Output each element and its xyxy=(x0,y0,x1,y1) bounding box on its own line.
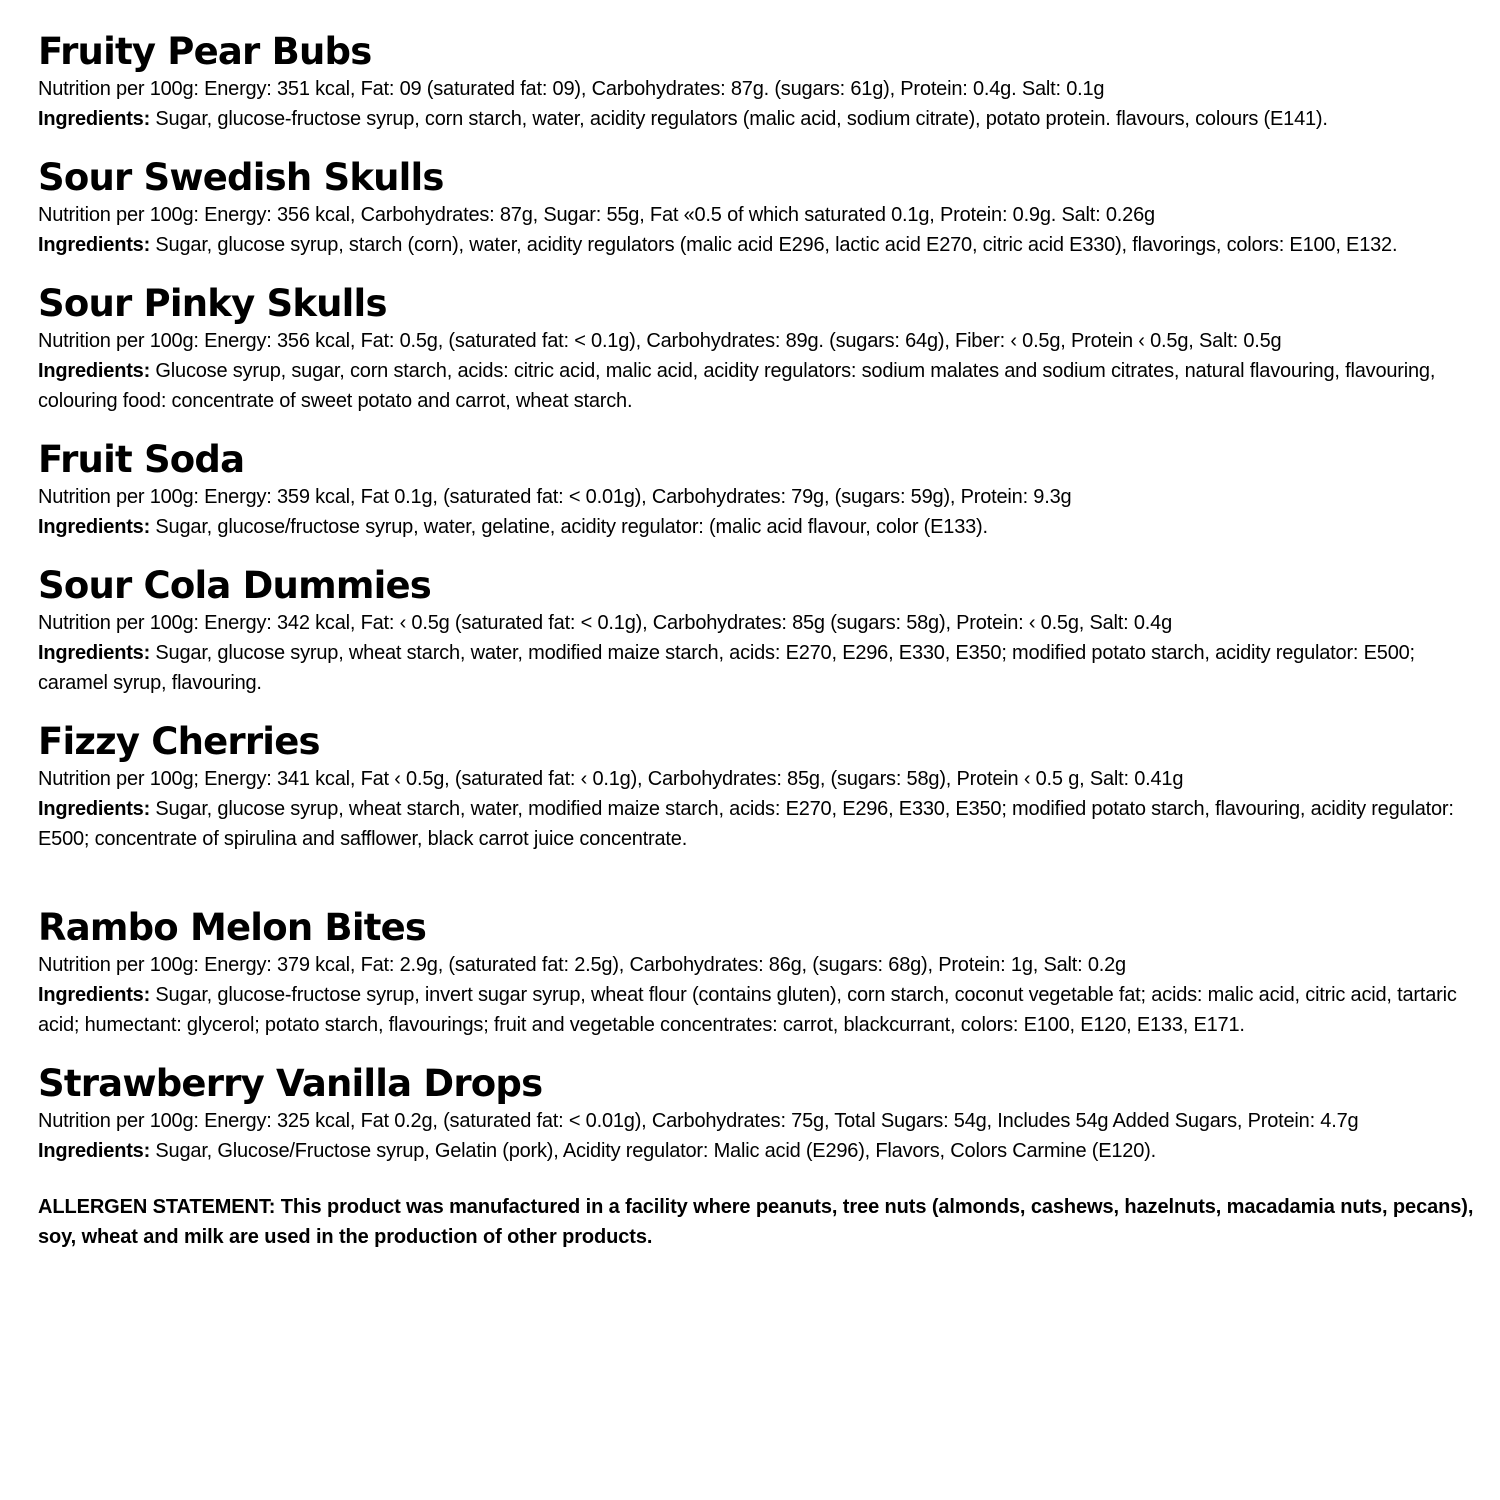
ingredients-text: Sugar, glucose-fructose syrup, invert sugar syrup, wheat flour (contains gluten), corn starch, coconut vegetable fat; acids: malic acid, citric acid, tartaric acid; humectant: glycerol; potato starch, flavourings; fruit and vegetable concentrates: carrot, blackcurrant, colors: E100, E120, E133, E171. xyxy=(38,984,1457,1036)
ingredients-label: Ingredients: xyxy=(38,798,151,820)
product-name: Strawberry Vanilla Drops xyxy=(38,1062,543,1105)
nutrition-info: Nutrition per 100g: Energy: 356 kcal, Carbohydrates: 87g, Sugar: 55g, Fat «0.5 of which saturated 0.1g, Protein: 0.9g. Salt: 0.26g xyxy=(38,204,1155,226)
ingredients-text: Sugar, glucose syrup, wheat starch, water, modified maize starch, acids: E270, E296, E330, E350; modified potato starch, acidity regulator: E500; caramel syrup, flavouring. xyxy=(38,642,1415,694)
ingredients-info xyxy=(38,104,1478,134)
nutrition-info: Nutrition per 100g: Energy: 325 kcal, Fat 0.2g, (saturated fat: < 0.01g), Carbohydrates: 75g, Total Sugars: 54g, Includes 54g Added Sugars, Protein: 4.7g xyxy=(38,1110,1359,1132)
ingredients-info xyxy=(38,512,1478,542)
ingredients-label: Ingredients: xyxy=(38,234,151,256)
nutrition-info: Nutrition per 100g: Energy: 351 kcal, Fat: 09 (saturated fat: 09), Carbohydrates: 87g. (sugars: 61g), Protein: 0.4g. Salt: 0.1g xyxy=(38,78,1105,100)
ingredients-info xyxy=(38,1136,1478,1166)
ingredients-text: Sugar, glucose/fructose syrup, water, gelatine, acidity regulator: (malic acid flavour, color (E133). xyxy=(150,516,988,538)
ingredients-label: Ingredients: xyxy=(38,642,151,664)
ingredients-label: Ingredients: xyxy=(38,108,151,130)
ingredients-info xyxy=(38,230,1478,260)
product-name: Sour Cola Dummies xyxy=(38,564,432,607)
product-fruity-pear-bubs xyxy=(38,30,1478,134)
product-strawberry-vanilla-drops xyxy=(38,1062,1478,1166)
product-name: Rambo Melon Bites xyxy=(38,906,427,949)
ingredients-text: Sugar, Glucose/Fructose syrup, Gelatin (pork), Acidity regulator: Malic acid (E296), Flavors, Colors Carmine (E120). xyxy=(150,1140,1156,1162)
product-name: Fizzy Cherries xyxy=(38,720,320,763)
ingredients-info xyxy=(38,980,1478,1040)
nutrition-info: Nutrition per 100g: Energy: 379 kcal, Fat: 2.9g, (saturated fat: 2.5g), Carbohydrates: 86g, (sugars: 68g), Protein: 1g, Salt: 0.2g xyxy=(38,954,1126,976)
ingredients-text: Sugar, glucose syrup, starch (corn), water, acidity regulators (malic acid E296, lactic acid E270, citric acid E330), flavorings, colors: E100, E132. xyxy=(150,234,1398,256)
product-sour-swedish-skulls xyxy=(38,156,1478,260)
nutrition-document xyxy=(38,30,1478,1252)
product-name: Fruity Pear Bubs xyxy=(38,30,372,73)
nutrition-info: Nutrition per 100g; Energy: 341 kcal, Fat ‹ 0.5g, (saturated fat: ‹ 0.1g), Carbohydrates: 85g, (sugars: 58g), Protein ‹ 0.5 g, Salt: 0.41g xyxy=(38,768,1184,790)
product-rambo-melon-bites xyxy=(38,906,1478,1040)
product-sour-cola-dummies xyxy=(38,564,1478,698)
nutrition-info: Nutrition per 100g: Energy: 342 kcal, Fat: ‹ 0.5g (saturated fat: < 0.1g), Carbohydrates: 85g (sugars: 58g), Protein: ‹ 0.5g, Salt: 0.4g xyxy=(38,612,1172,634)
ingredients-label: Ingredients: xyxy=(38,516,151,538)
product-name: Sour Swedish Skulls xyxy=(38,156,444,199)
product-fruit-soda xyxy=(38,438,1478,542)
ingredients-label: Ingredients: xyxy=(38,984,151,1006)
product-sour-pinky-skulls xyxy=(38,282,1478,416)
ingredients-label: Ingredients: xyxy=(38,1140,151,1162)
allergen-statement: ALLERGEN STATEMENT: This product was manufactured in a facility where peanuts, tree nuts (almonds, cashews, hazelnuts, macadamia nuts, pecans), soy, wheat and milk are used in the production of other products. xyxy=(38,1196,1474,1248)
ingredients-text: Sugar, glucose-fructose syrup, corn starch, water, acidity regulators (malic acid, sodium citrate), potato protein. flavours, colours (E141). xyxy=(150,108,1328,130)
ingredients-info xyxy=(38,638,1478,698)
product-name: Sour Pinky Skulls xyxy=(38,282,387,325)
nutrition-info: Nutrition per 100g: Energy: 359 kcal, Fat 0.1g, (saturated fat: < 0.01g), Carbohydrates: 79g, (sugars: 59g), Protein: 9.3g xyxy=(38,486,1072,508)
ingredients-text: Glucose syrup, sugar, corn starch, acids: citric acid, malic acid, acidity regulators: sodium malates and sodium citrates, natural flavouring, flavouring, colouring food: concentrate of sweet potato and carrot, wheat starch. xyxy=(38,360,1436,412)
ingredients-info xyxy=(38,794,1478,854)
ingredients-label: Ingredients: xyxy=(38,360,151,382)
nutrition-info: Nutrition per 100g: Energy: 356 kcal, Fat: 0.5g, (saturated fat: < 0.1g), Carbohydrates: 89g. (sugars: 64g), Fiber: ‹ 0.5g, Protein ‹ 0.5g, Salt: 0.5g xyxy=(38,330,1282,352)
ingredients-text: Sugar, glucose syrup, wheat starch, water, modified maize starch, acids: E270, E296, E330, E350; modified potato starch, flavouring, acidity regulator: E500; concentrate of spirulina and safflower, black carrot juice concentrate. xyxy=(38,798,1454,850)
ingredients-info xyxy=(38,356,1478,416)
product-fizzy-cherries xyxy=(38,720,1478,854)
product-name: Fruit Soda xyxy=(38,438,245,481)
